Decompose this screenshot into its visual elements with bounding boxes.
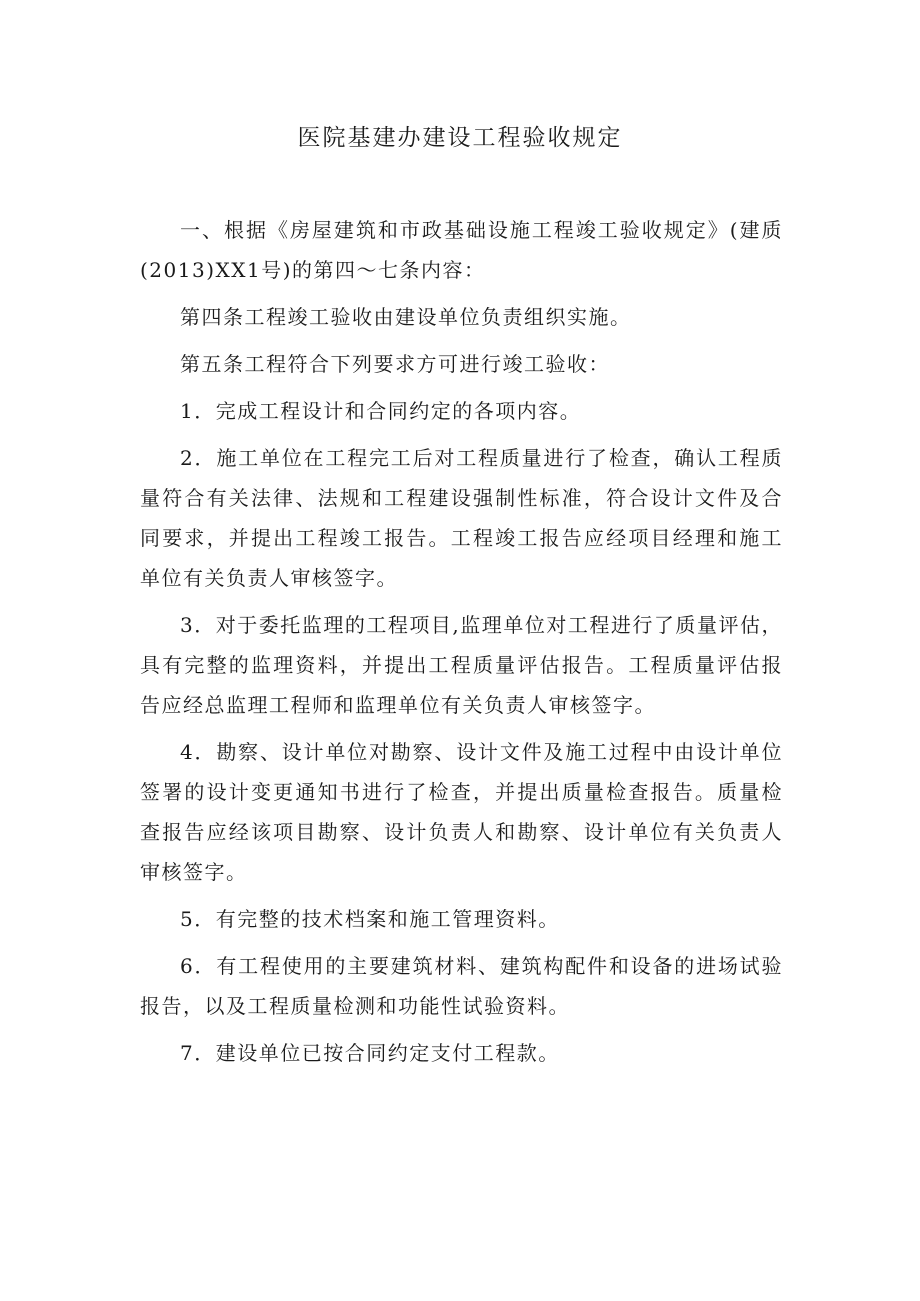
paragraph-article-4: 第四条工程竣工验收由建设单位负责组织实施。	[180, 305, 632, 329]
list-item-7: 7．建设单位已按合同约定支付工程款。	[180, 1041, 560, 1065]
document-title: 医院基建办建设工程验收规定	[297, 125, 623, 151]
list-item-6: 6．有工程使用的主要建筑材料、建筑构配件和设备的进场试验报告，以及工程质量检测和功能性试验资料。	[140, 954, 783, 1018]
list-item-5: 5．有完整的技术档案和施工管理资料。	[180, 907, 560, 931]
list-item-2: 2．施工单位在工程完工后对工程质量进行了检查，确认工程质量符合有关法律、法规和工程建设强制性标准，符合设计文件及合同要求，并提出工程竣工报告。工程竣工报告应经项目经理和施工单位有关负责人审核签字。	[140, 446, 783, 590]
list-item-4: 4．勘察、设计单位对勘察、设计文件及施工过程中由设计单位签署的设计变更通知书进行了检查，并提出质量检查报告。质量检查报告应经该项目勘察、设计负责人和勘察、设计单位有关负责人审核签字。	[140, 740, 783, 884]
paragraph-article-5: 第五条工程符合下列要求方可进行竣工验收：	[180, 352, 610, 376]
list-item-3: 3．对于委托监理的工程项目,监理单位对工程进行了质量评估，具有完整的监理资料，并提出工程质量评估报告。工程质量评估报告应经总监理工程师和监理单位有关负责人审核签字。	[140, 613, 783, 717]
paragraph-intro: 一、根据《房屋建筑和市政基础设施工程竣工验收规定》(建质(2013)XX1号)的第四～七条内容：	[140, 218, 783, 282]
document-body	[140, 210, 783, 1080]
list-item-1: 1．完成工程设计和合同约定的各项内容。	[180, 399, 582, 423]
